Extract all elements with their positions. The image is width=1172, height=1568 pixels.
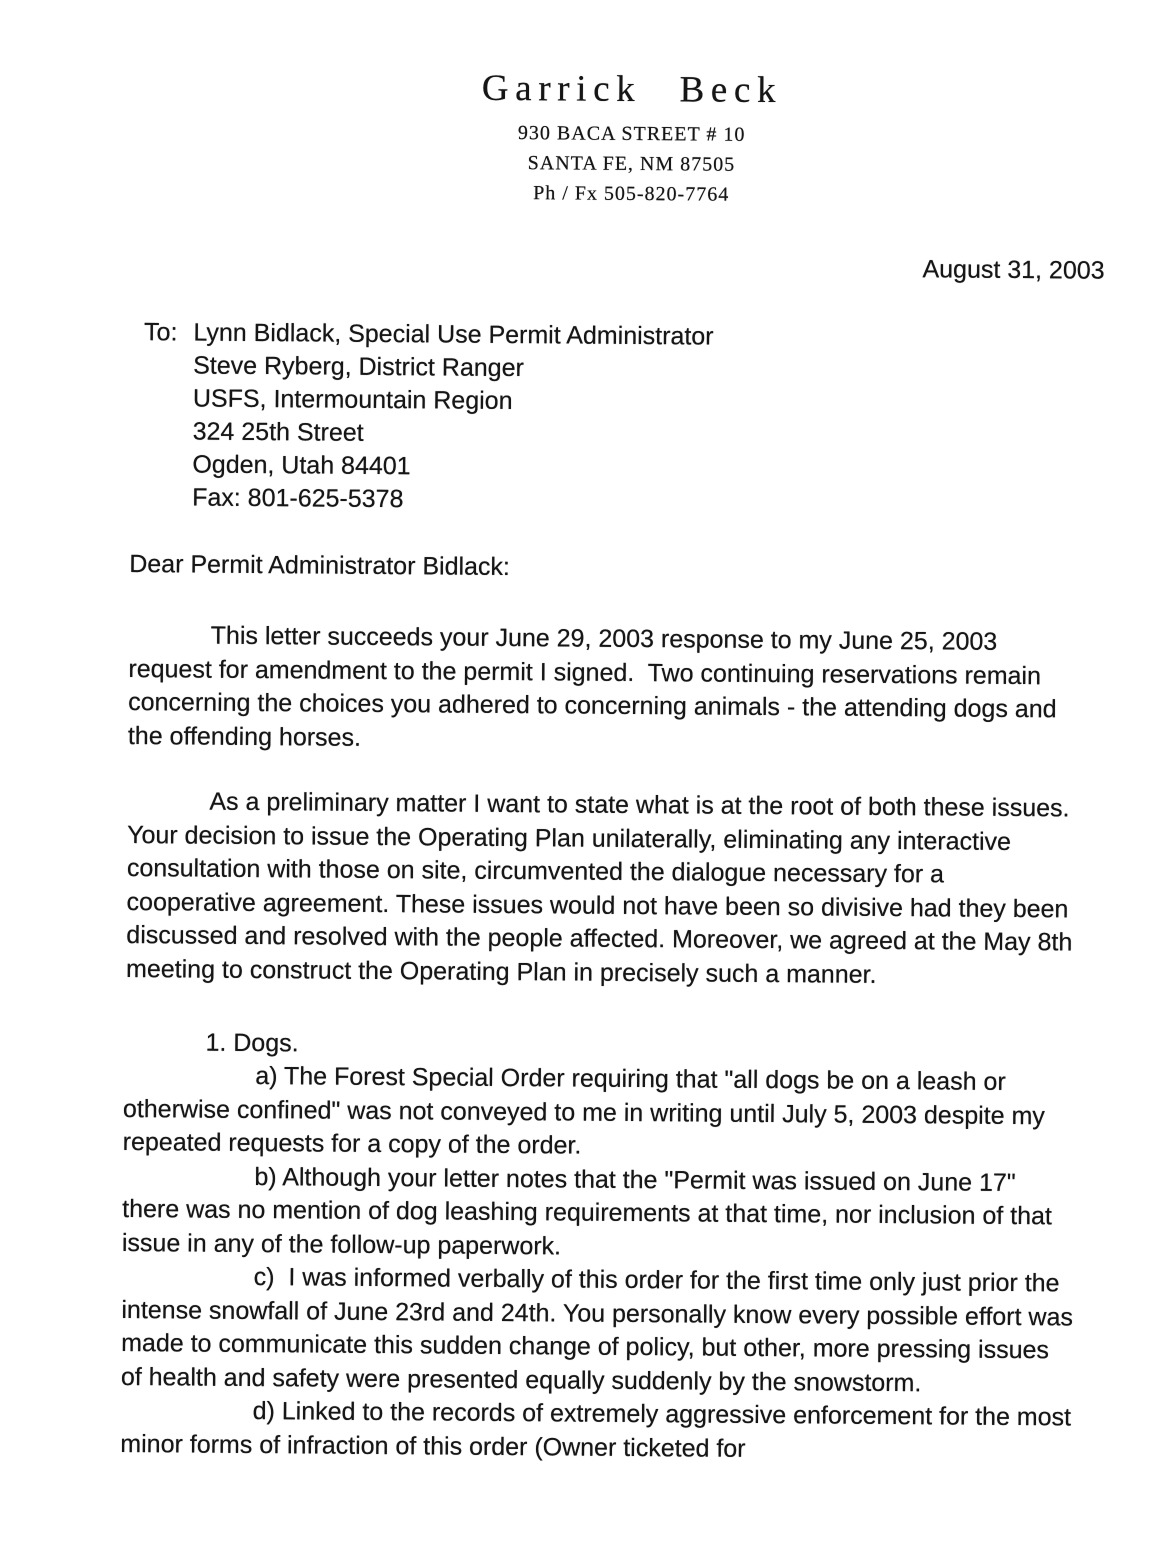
list-item-d: d) Linked to the records of extremely aggressive enforcement for the most minor forms of infraction of this order (Owner ticketed for <box>120 1397 1079 1463</box>
list-item-c: c) I was informed verbally of this order for the first time only just prior the intense snowfall of June 23rd and 24th. You personally know every possible effort was made to communicate this sudden change of policy, but other, more pressing issues of health and safety were presented equally suddenly by the snowstorm. <box>120 1263 1080 1397</box>
list-item-b: b) Although your letter notes that the "Permit was issued on June 17" there was no mention of dog leashing requirements at that time, nor inclusion of that issue in any of the follow-up paperwork. <box>121 1162 1059 1260</box>
list-item-a: a) The Forest Special Order requiring that "all dogs be on a leash or otherwise confined" was not conveyed to me in writing until July 5, 2003 despite my repeated requests for a copy of the order. <box>122 1062 1052 1160</box>
section-heading-dogs: 1. Dogs. <box>205 1028 299 1058</box>
letterhead-street: 930 BACA STREET # 10 <box>517 122 746 146</box>
letterhead-phone-fax: Ph / Fx 505-820-7764 <box>533 182 730 206</box>
recipient-block <box>143 316 1111 522</box>
letterhead-city: SANTA FE, NM 87505 <box>527 152 736 176</box>
letterhead-name: Garrick Beck <box>481 67 783 112</box>
recipient-line-name-1: Lynn Bidlack, Special Use Permit Administrator <box>193 318 714 351</box>
recipient-label: To: <box>143 318 178 347</box>
recipient-line-city: Ogden, Utah 84401 <box>192 450 411 481</box>
recipient-line-fax: Fax: 801-625-5378 <box>192 483 404 514</box>
letterhead <box>45 0 1172 214</box>
recipient-line-org: USFS, Intermountain Region <box>192 384 513 416</box>
salutation: Dear Permit Administrator Bidlack: <box>129 550 511 581</box>
recipient-lines <box>192 317 1110 522</box>
body-paragraph-1: This letter succeeds your June 29, 2003 response to my June 25, 2003 request for amendment to the permit I signed. Two continuing reservations remain concerning the choices you adhered to concerning animals - the attending dogs and the offending horses. <box>127 621 1064 752</box>
body-paragraph-2: As a preliminary matter I want to state what is at the root of both these issues. Your decision to issue the Operating Plan unilaterally, eliminating any interactive consultation with those on site, circumvented the dialogue necessary for a cooperative agreement. These issues would not have been so divisive had they been discussed and resolved with the people affected. Moreover, we agreed at the May 8th meeting to construct the Operating Plan in precisely such a manner. <box>125 787 1080 989</box>
recipient-line-name-2: Steve Ryberg, District Ranger <box>193 351 524 383</box>
letter-date: August 31, 2003 <box>922 255 1105 285</box>
recipient-line-street: 324 25th Street <box>192 417 364 447</box>
